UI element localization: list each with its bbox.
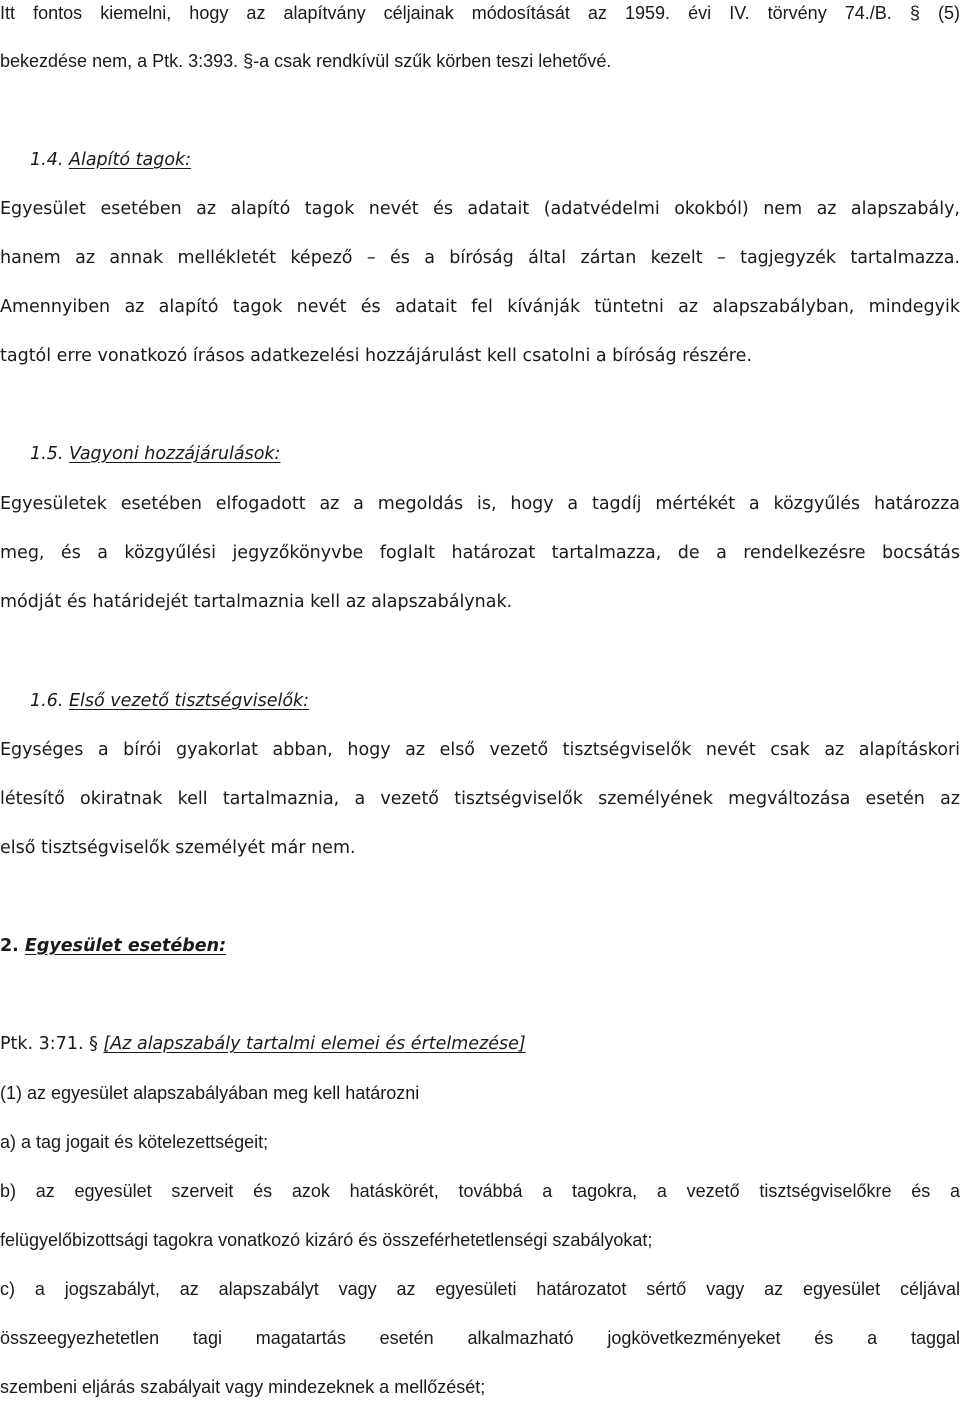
intro-line-1: Itt fontos kiemelni, hogy az alapítvány céljainak módosítását az 1959. évi IV. törvény 74./B. § (5) <box>0 3 960 23</box>
paragraph-1-5-line-2: meg, és a közgyűlési jegyzőkönyvbe foglalt határozat tartalmazza, de a rendelkezésre bocsátás <box>0 543 960 563</box>
list-item-b-line-2: felügyelőbizottsági tagokra vonatkozó kizáró és összeférhetetlenségi szabályokat; <box>0 1230 653 1250</box>
paragraph-1-5-line-3: módját és határidejét tartalmaznia kell az alapszabálynak. <box>0 592 513 612</box>
section-number: 1.5. <box>30 444 64 464</box>
paragraph-1-4-line-3: Amennyiben az alapító tagok nevét és adatait fel kívánják tüntetni az alapszabályban, mindegyik <box>0 297 960 317</box>
list-item-c-line-1: c) a jogszabályt, az alapszabályt vagy az egyesületi határozatot sértő vagy az egyesület céljával <box>0 1279 960 1299</box>
intro-line-2: bekezdése nem, a Ptk. 3:393. §-a csak rendkívül szűk körben teszi lehetővé. <box>0 51 612 71</box>
paragraph-1-4-line-1: Egyesület esetében az alapító tagok nevét és adatait (adatvédelmi okokból) nem az alapszabály, <box>0 199 960 219</box>
section-number: 1.6. <box>30 691 64 711</box>
paragraph-1-6-line-1: Egységes a bírói gyakorlat abban, hogy az első vezető tisztségviselők nevét csak az alapításkori <box>0 740 960 760</box>
section-heading-1-4 <box>30 148 960 172</box>
paragraph-1-4-line-4: tagtól erre vonatkozó írásos adatkezelési hozzájárulást kell csatolni a bíróság részére. <box>0 346 752 366</box>
section-title: Vagyoni hozzájárulások: <box>68 444 281 464</box>
ptk-reference-line <box>0 1032 960 1056</box>
list-item-b-line-1: b) az egyesület szerveit és azok hatáskörét, továbbá a tagokra, a vezető tisztségviselőkre és a <box>0 1181 960 1201</box>
list-item-c-line-2: összeegyezhetetlen tagi magatartás esetén alkalmazható jogkövetkezményeket és a taggal <box>0 1328 960 1348</box>
list-item-c-line-3: szembeni eljárás szabályait vagy mindezeknek a mellőzését; <box>0 1377 486 1397</box>
paragraph-1-6-line-3: első tisztségviselők személyét már nem. <box>0 838 356 858</box>
section-number: 1.4. <box>30 150 64 170</box>
section-heading-1-6 <box>30 689 960 713</box>
ptk-reference: Ptk. 3:71. § <box>0 1034 104 1054</box>
section-title: Egyesület esetében: <box>24 936 227 956</box>
section-number: 2. <box>0 936 19 956</box>
section-title: Alapító tagok: <box>68 150 192 170</box>
section-heading-1-5 <box>30 442 960 466</box>
section-heading-2 <box>0 934 960 958</box>
list-item-a: a) a tag jogait és kötelezettségeit; <box>0 1132 269 1152</box>
paragraph-1-6-line-2: létesítő okiratnak kell tartalmaznia, a vezető tisztségviselők személyének megváltozása esetén az <box>0 789 960 809</box>
list-intro: (1) az egyesület alapszabályában meg kell határozni <box>0 1083 420 1103</box>
paragraph-1-4-line-2: hanem az annak mellékletét képező – és a bíróság által zártan kezelt – tagjegyzék tartalmazza. <box>0 248 960 268</box>
paragraph-1-5-line-1: Egyesületek esetében elfogadott az a megoldás is, hogy a tagdíj mértékét a közgyűlés határozza <box>0 494 960 514</box>
section-title: Első vezető tisztségviselők: <box>68 691 310 711</box>
ptk-reference-title: [Az alapszabály tartalmi elemei és értelmezése] <box>103 1034 526 1054</box>
